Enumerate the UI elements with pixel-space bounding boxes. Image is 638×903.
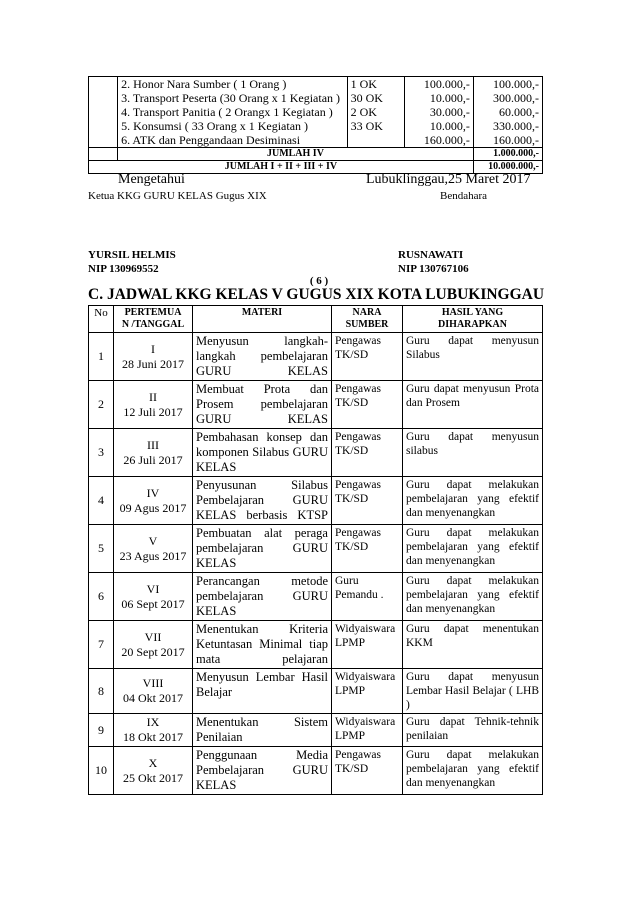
source-cell: Pengawas TK/SD — [332, 477, 403, 525]
row-number: 8 — [89, 669, 114, 714]
material-cell: Menyusun Lembar Hasil Belajar — [193, 669, 332, 714]
meeting-date-cell — [114, 669, 193, 714]
treasurer-name: RUSNAWATI — [398, 249, 464, 261]
source-cell: Widyaiswara LPMP — [332, 714, 403, 747]
meeting-date-cell — [114, 621, 193, 669]
source-cell: Widyaiswara LPMP — [332, 621, 403, 669]
budget-row — [89, 105, 543, 119]
budget-item-unit: 160.000,- — [404, 133, 473, 148]
budget-item-qty: 33 OK — [347, 119, 404, 133]
schedule-header-row — [89, 306, 543, 333]
material-cell: Menentukan Sistem Penilaian — [193, 714, 332, 747]
treasurer-role: Bendahara — [440, 190, 488, 202]
material-cell: Penggunaan Media Pembelajaran GURU KELAS — [193, 747, 332, 795]
budget-item-label: 4. Transport Panitia ( 2 Orangx 1 Kegiatan ) — [118, 105, 348, 119]
budget-row — [89, 77, 543, 92]
row-number: 6 — [89, 573, 114, 621]
budget-item-label: 5. Konsumsi ( 33 Orang x 1 Kegiatan ) — [118, 119, 348, 133]
budget-item-unit: 10.000,- — [404, 91, 473, 105]
budget-item-unit: 10.000,- — [404, 119, 473, 133]
meeting-date-cell — [114, 714, 193, 747]
schedule-row — [89, 381, 543, 429]
subtotal-row — [89, 148, 543, 161]
source-cell: Widyaiswara LPMP — [332, 669, 403, 714]
budget-item-total: 100.000,- — [473, 77, 542, 92]
meeting-date: 04 Okt 2017 — [123, 691, 183, 705]
material-cell: Menyusun langkah-langkah pembelajaran GURU KELAS — [193, 333, 332, 381]
meeting-date-cell — [114, 477, 193, 525]
meeting-date: 06 Sept 2017 — [121, 596, 185, 611]
budget-item-qty: 2 OK — [347, 105, 404, 119]
row-number: 7 — [89, 621, 114, 669]
result-cell: Guru dapat menyusun silabus — [403, 429, 543, 477]
budget-item-total: 330.000,- — [473, 119, 542, 133]
meeting-date: 12 Juli 2017 — [123, 404, 183, 419]
budget-item-label: 3. Transport Peserta (30 Orang x 1 Kegiatan ) — [118, 91, 348, 105]
meeting-date: 25 Okt 2017 — [123, 770, 183, 785]
header-meeting: PERTEMUA N /TANGGAL — [114, 306, 193, 333]
material-cell: Pembahasan konsep dan komponen Silabus GURU KELAS — [193, 429, 332, 477]
meeting-date-cell — [114, 429, 193, 477]
result-cell: Guru dapat menyusun Silabus — [403, 333, 543, 381]
source-cell: Guru Pemandu . — [332, 573, 403, 621]
meeting-number: V — [148, 533, 158, 548]
result-cell: Guru dapat Tehnik-tehnik penilaian — [403, 714, 543, 747]
material-cell: Pembuatan alat peraga pembelajaran GURU KELAS — [193, 525, 332, 573]
grand-total-label: JUMLAH I + II + III + IV — [89, 161, 474, 174]
budget-item-unit: 30.000,- — [404, 105, 473, 119]
meeting-date: 18 Okt 2017 — [123, 730, 183, 744]
schedule-row — [89, 714, 543, 747]
budget-item-total: 300.000,- — [473, 91, 542, 105]
schedule-table — [88, 305, 543, 795]
section-title: C. JADWAL KKG KELAS V GUGUS XIX KOTA LUBUKINGGAU — [88, 286, 545, 303]
subtotal-label: JUMLAH IV — [118, 148, 474, 161]
treasurer-nip: NIP 130767106 — [398, 263, 469, 275]
meeting-date-cell — [114, 333, 193, 381]
header-material: MATERI — [193, 306, 332, 333]
meeting-date: 23 Agus 2017 — [119, 548, 187, 563]
header-result: HASIL YANG DIHARAPKAN — [403, 306, 543, 333]
source-cell: Pengawas TK/SD — [332, 429, 403, 477]
budget-item-label: 2. Honor Nara Sumber ( 1 Orang ) — [118, 77, 348, 92]
header-source: NARA SUMBER — [332, 306, 403, 333]
result-cell: Guru dapat menentukan KKM — [403, 621, 543, 669]
meeting-number: IV — [146, 485, 160, 500]
row-number: 2 — [89, 381, 114, 429]
schedule-row — [89, 747, 543, 795]
schedule-row — [89, 477, 543, 525]
budget-item-total: 60.000,- — [473, 105, 542, 119]
meeting-date: 28 Juni 2017 — [121, 356, 184, 371]
meeting-number: II — [149, 389, 157, 404]
budget-item-qty: 1 OK — [347, 77, 404, 92]
result-cell: Guru dapat menyusun Lembar Hasil Belajar ( LHB ) — [403, 669, 543, 714]
row-number: 3 — [89, 429, 114, 477]
meeting-number: VI — [146, 581, 160, 596]
subtotal-value: 1.000.000,- — [473, 148, 542, 161]
row-number: 1 — [89, 333, 114, 381]
row-number: 9 — [89, 714, 114, 747]
schedule-row — [89, 621, 543, 669]
chairman-role: Ketua KKG GURU KELAS Gugus XIX — [88, 190, 267, 202]
budget-item-qty: 30 OK — [347, 91, 404, 105]
meeting-date: 20 Sept 2017 — [121, 644, 185, 659]
budget-item-total: 160.000,- — [473, 133, 542, 148]
meeting-date-cell — [114, 525, 193, 573]
meeting-number: VIII — [142, 676, 164, 690]
meeting-number: IX — [146, 715, 160, 729]
schedule-row — [89, 333, 543, 381]
schedule-row — [89, 669, 543, 714]
result-cell: Guru dapat melakukan pembelajaran yang efektif dan menyenangkan — [403, 525, 543, 573]
row-number: 10 — [89, 747, 114, 795]
row-number: 4 — [89, 477, 114, 525]
budget-item-unit: 100.000,- — [404, 77, 473, 92]
source-cell: Pengawas TK/SD — [332, 333, 403, 381]
budget-row — [89, 119, 543, 133]
acknowledged-heading: Mengetahui — [118, 172, 185, 187]
material-cell: Menentukan Kriteria Ketuntasan Minimal tiap mata pelajaran — [193, 621, 332, 669]
schedule-row — [89, 573, 543, 621]
source-cell: Pengawas TK/SD — [332, 747, 403, 795]
meeting-date-cell — [114, 573, 193, 621]
row-number: 5 — [89, 525, 114, 573]
meeting-date: 26 Juli 2017 — [123, 452, 183, 467]
result-cell: Guru dapat menyusun Prota dan Prosem — [403, 381, 543, 429]
result-cell: Guru dapat melakukan pembelajaran yang efektif dan menyenangkan — [403, 747, 543, 795]
budget-row — [89, 133, 543, 148]
page-number: ( 6 ) — [309, 275, 329, 287]
budget-item-qty — [347, 133, 404, 148]
result-cell: Guru dapat melakukan pembelajaran yang efektif dan menyenangkan — [403, 573, 543, 621]
source-cell: Pengawas TK/SD — [332, 525, 403, 573]
budget-item-label: 6. ATK dan Penggandaan Desiminasi — [118, 133, 348, 148]
place-date: Lubuklinggau,25 Maret 2017 — [366, 172, 531, 187]
meeting-number: VII — [144, 629, 162, 644]
grand-total-value: 10.000.000,- — [473, 161, 542, 174]
meeting-number: I — [151, 341, 155, 356]
material-cell: Membuat Prota dan Prosem pembelajaran GURU KELAS — [193, 381, 332, 429]
schedule-row — [89, 525, 543, 573]
meeting-date-cell — [114, 747, 193, 795]
budget-table — [88, 76, 543, 174]
meeting-date-cell — [114, 381, 193, 429]
meeting-number: X — [148, 755, 158, 770]
material-cell: Penyusunan Silabus Pembelajaran GURU KELAS berbasis KTSP — [193, 477, 332, 525]
chairman-nip: NIP 130969552 — [88, 263, 159, 275]
meeting-number: III — [147, 437, 159, 452]
budget-row — [89, 91, 543, 105]
source-cell: Pengawas TK/SD — [332, 381, 403, 429]
result-cell: Guru dapat melakukan pembelajaran yang efektif dan menyenangkan — [403, 477, 543, 525]
meeting-date: 09 Agus 2017 — [119, 500, 187, 515]
header-no: No — [89, 306, 114, 333]
chairman-name: YURSIL HELMIS — [88, 249, 176, 261]
material-cell: Perancangan metode pembelajaran GURU KELAS — [193, 573, 332, 621]
schedule-row — [89, 429, 543, 477]
